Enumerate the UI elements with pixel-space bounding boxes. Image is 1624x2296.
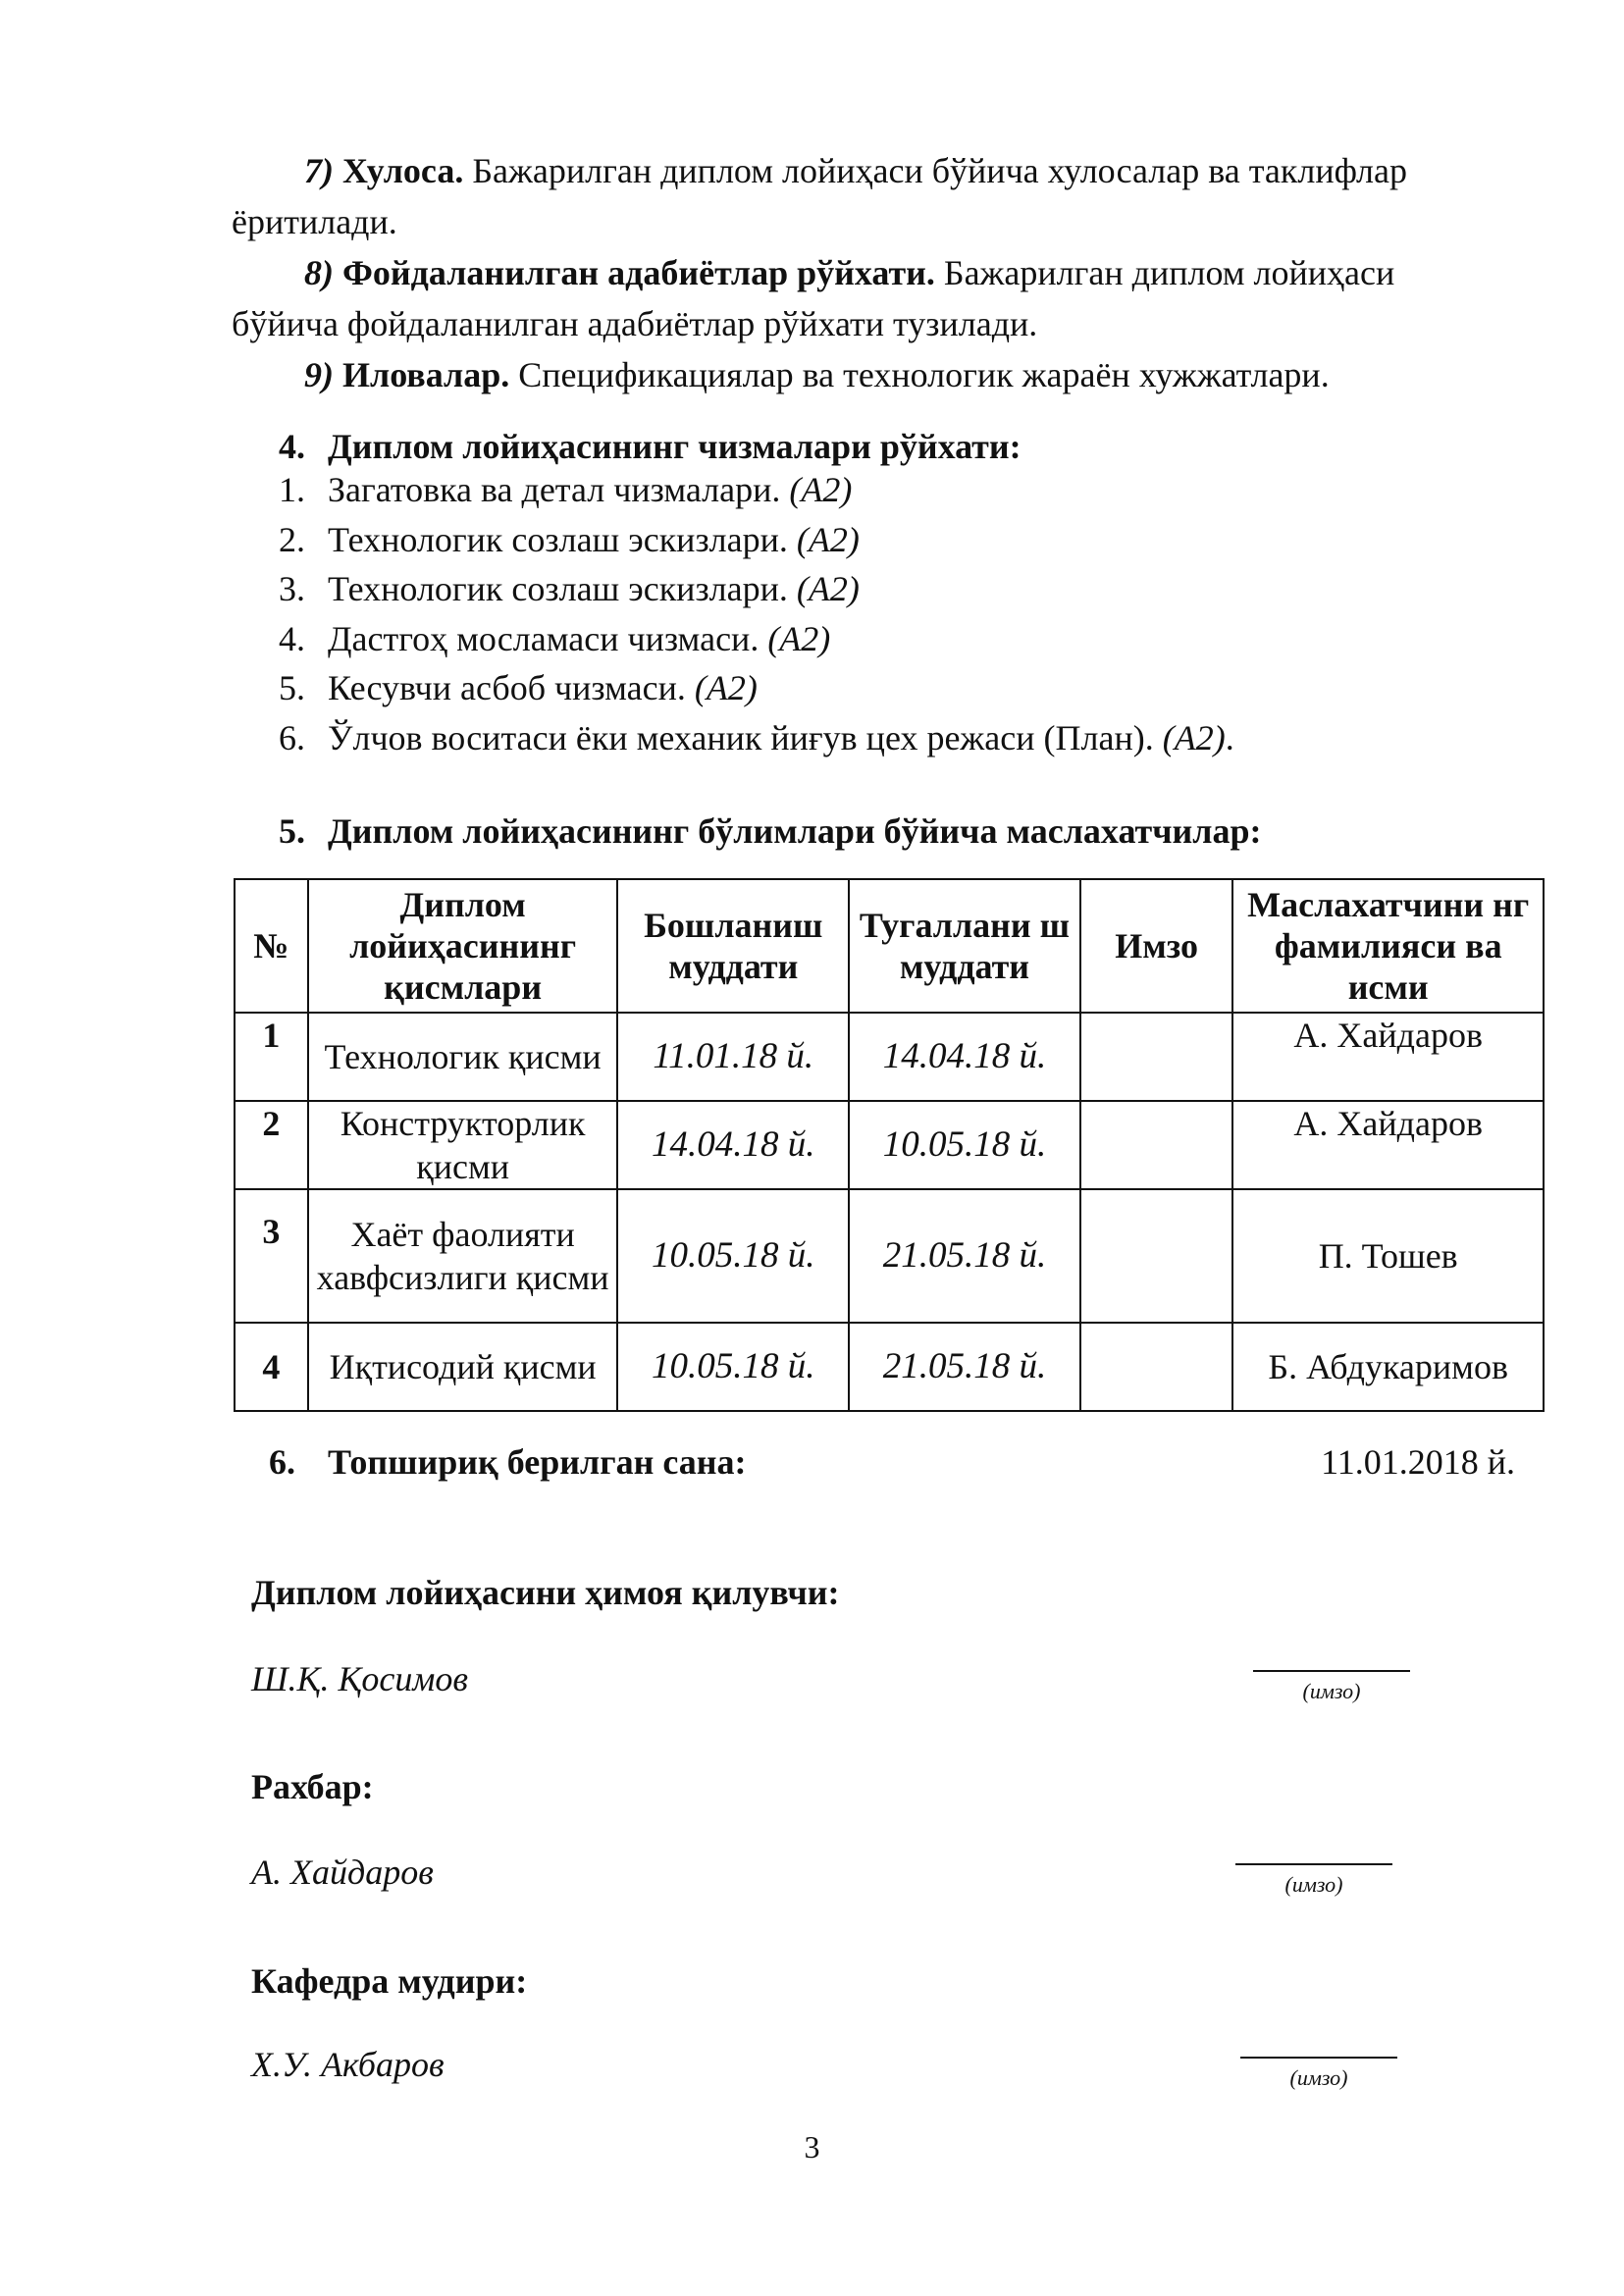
assignment-date-row (269, 1437, 1515, 1487)
list-item-text: Кесувчи асбоб чизмаси. (328, 668, 695, 707)
table-row (235, 1323, 1544, 1411)
paragraph-text-continued: ёритилади. (232, 202, 397, 241)
section-5-heading (279, 807, 1261, 856)
signature-caption: (имзо) (1289, 2065, 1348, 2090)
row-end-date: 21.05.18 й. (849, 1189, 1080, 1323)
row-end-date: 21.05.18 й. (849, 1323, 1080, 1411)
section-number: 5. (279, 811, 305, 851)
list-item-format: (А2) (1162, 717, 1226, 757)
header-part: Диплом лойиҳасининг қисмлари (308, 879, 618, 1013)
signature-line (1253, 1670, 1410, 1672)
row-part: Технологик қисми (308, 1013, 618, 1101)
row-number: 2 (235, 1101, 308, 1189)
list-item-number: 6. (279, 717, 305, 757)
signature-caption: (имзо) (1302, 1679, 1361, 1703)
paragraph-conclusion (232, 145, 1546, 247)
header-number: № (235, 879, 308, 1013)
assignment-date-label: Топшириқ берилган сана: (328, 1442, 747, 1482)
row-part: Конструкторлик қисми (308, 1101, 618, 1189)
list-item-format: (А2) (796, 569, 860, 608)
consultants-table (234, 878, 1545, 1412)
section-title: Диплом лойиҳасининг чизмалари рўйхати: (328, 427, 1022, 466)
row-signature (1080, 1013, 1233, 1101)
list-item (279, 465, 1234, 515)
list-item-format: (А2) (796, 519, 860, 559)
defender-heading: Диплом лойиҳасини ҳимоя қилувчи: (251, 1573, 840, 1612)
signature-line (1240, 2057, 1397, 2059)
department-head-heading: Кафедра мудири: (251, 1961, 528, 2001)
page-number: 3 (804, 2129, 820, 2165)
row-start-date: 11.01.18 й. (617, 1013, 849, 1101)
list-item-text: Дастгоҳ мосламаси чизмаси. (328, 618, 768, 658)
list-item-format: (А2) (789, 470, 853, 509)
list-item-number: 3. (279, 569, 305, 608)
list-item-text: Загатовка ва детал чизмалари. (328, 470, 790, 509)
header-start: Бошланиш муддати (617, 879, 849, 1013)
paragraph-number: 8) (304, 253, 334, 292)
list-item (279, 564, 1234, 614)
row-number: 4 (235, 1323, 308, 1411)
paragraph-title: Фойдаланилган адабиётлар рўйхати. (342, 253, 935, 292)
section-number: 6. (269, 1442, 295, 1482)
paragraph-appendices (232, 349, 1546, 400)
list-item-tail: . (1225, 717, 1234, 757)
signature-caption: (имзо) (1284, 1872, 1343, 1897)
header-consultant: Маслахатчини нг фамилияси ва исми (1232, 879, 1544, 1013)
row-consultant: А. Хайдаров (1232, 1101, 1544, 1189)
header-signature: Имзо (1080, 879, 1233, 1013)
row-signature (1080, 1101, 1233, 1189)
paragraph-number: 9) (304, 355, 334, 394)
table-row (235, 1013, 1544, 1101)
list-item-number: 4. (279, 618, 305, 658)
department-head-name: Х.У. Акбаров (251, 2045, 445, 2084)
section-number: 4. (279, 427, 305, 466)
row-consultant: Б. Абдукаримов (1232, 1323, 1544, 1411)
paragraph-text: Бажарилган диплом лойиҳаси (934, 253, 1395, 292)
list-item (279, 663, 1234, 713)
list-item-number: 5. (279, 668, 305, 707)
row-signature (1080, 1323, 1233, 1411)
table-header-row (235, 879, 1544, 1013)
list-item (279, 515, 1234, 565)
list-item-text: Технологик созлаш эскизлари. (328, 569, 797, 608)
row-consultant: А. Хайдаров (1232, 1013, 1544, 1101)
list-item (279, 614, 1234, 664)
paragraph-references (232, 247, 1546, 349)
row-signature (1080, 1189, 1233, 1323)
list-item-format: (А2) (694, 668, 758, 707)
row-consultant: П. Тошев (1232, 1189, 1544, 1323)
table-row (235, 1189, 1544, 1323)
row-end-date: 14.04.18 й. (849, 1013, 1080, 1101)
table-row (235, 1101, 1544, 1189)
paragraph-text: Бажарилган диплом лойиҳаси бўйича хулосалар ва таклифлар (463, 151, 1407, 190)
row-part: Иқтисодий қисми (308, 1323, 618, 1411)
supervisor-heading: Рахбар: (251, 1767, 374, 1806)
paragraph-title: Иловалар. (342, 355, 510, 394)
list-item-text: Ўлчов воситаси ёки механик йиғув цех режаси (План). (328, 717, 1163, 757)
supervisor-name: А. Хайдаров (251, 1852, 434, 1892)
list-item (279, 713, 1234, 763)
list-item-format: (А2) (767, 618, 831, 658)
signature-line (1235, 1863, 1392, 1865)
drawings-list (279, 465, 1234, 762)
paragraph-text: Спецификациялар ва технологик жараён хужжатлари. (509, 355, 1330, 394)
paragraph-title: Хулоса. (342, 151, 464, 190)
row-part: Хаёт фаолияти хавфсизлиги қисми (308, 1189, 618, 1323)
list-item-number: 2. (279, 519, 305, 559)
list-item-text: Технологик созлаш эскизлари. (328, 519, 797, 559)
header-end: Тугаллани ш муддати (849, 879, 1080, 1013)
row-start-date: 14.04.18 й. (617, 1101, 849, 1189)
row-number: 1 (235, 1013, 308, 1101)
list-item-number: 1. (279, 470, 305, 509)
section-4-heading (279, 422, 1022, 471)
paragraph-number: 7) (304, 151, 334, 190)
section-title: Диплом лойиҳасининг бўлимлари бўйича маслахатчилар: (328, 811, 1262, 851)
row-start-date: 10.05.18 й. (617, 1323, 849, 1411)
paragraph-text-continued: бўйича фойдаланилган адабиётлар рўйхати тузилади. (232, 304, 1038, 343)
row-number: 3 (235, 1189, 308, 1323)
assignment-date-value: 11.01.2018 й. (1321, 1442, 1515, 1482)
row-end-date: 10.05.18 й. (849, 1101, 1080, 1189)
defender-name: Ш.Қ. Қосимов (251, 1659, 468, 1698)
row-start-date: 10.05.18 й. (617, 1189, 849, 1323)
